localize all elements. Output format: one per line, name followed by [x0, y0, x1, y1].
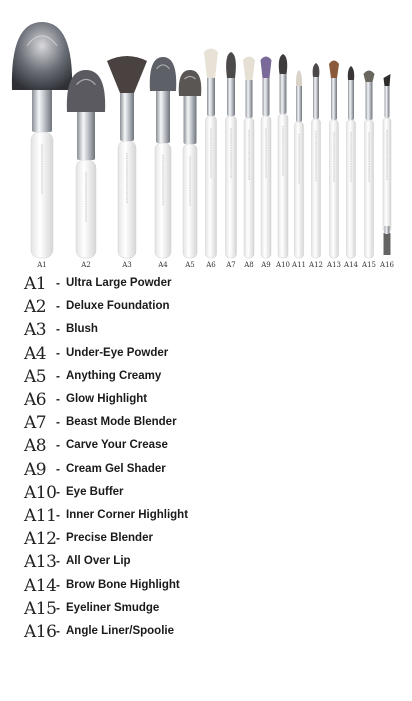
legend-code: A1 — [24, 274, 47, 294]
legend-separator: - — [56, 531, 60, 546]
brush-a4 — [150, 57, 176, 258]
brush-a16 — [383, 74, 391, 254]
brush-a2 — [67, 70, 105, 258]
legend-item — [0, 622, 412, 645]
legend-brush-name: Deluxe Foundation — [66, 300, 170, 313]
legend-brush-name: Ultra Large Powder — [66, 277, 172, 289]
legend-item — [0, 576, 412, 599]
legend-code: A3 — [24, 320, 47, 341]
legend-separator: - — [56, 345, 60, 360]
brush-a3 — [107, 56, 147, 258]
legend-separator: - — [56, 461, 60, 476]
legend-code: A11 — [24, 506, 57, 526]
legend-item — [0, 436, 412, 459]
legend-brush-name: Brow Bone Highlight — [66, 578, 180, 591]
legend-brush-name: All Over Lip — [66, 555, 131, 568]
brush-a11 — [295, 70, 304, 258]
legend-item — [0, 274, 412, 297]
brush-a6 — [204, 49, 218, 259]
legend-separator: - — [56, 438, 60, 453]
legend-separator: - — [56, 276, 60, 290]
legend-brush-name: Precise Blender — [66, 532, 153, 545]
legend-item — [0, 552, 412, 575]
brush-code-label: A5 — [185, 261, 195, 269]
legend-item — [0, 599, 412, 622]
legend-separator: - — [56, 392, 60, 406]
brush-a14 — [347, 66, 356, 258]
legend-item — [0, 483, 412, 506]
legend-code: A13 — [24, 552, 57, 573]
brush-code-label: A6 — [206, 261, 216, 269]
legend-separator: - — [56, 415, 60, 430]
legend-item — [0, 413, 412, 436]
brush-a12 — [312, 63, 321, 258]
brush-code-label: A2 — [81, 261, 91, 269]
legend-brush-name: Carve Your Crease — [66, 439, 168, 452]
brush-code-label: A13 — [327, 261, 341, 269]
legend-separator: - — [56, 322, 60, 337]
brush-code-label: A15 — [362, 261, 376, 269]
brush-code-label: A8 — [244, 261, 254, 269]
legend-item — [0, 367, 412, 390]
brush-code-label: A7 — [226, 261, 236, 269]
brush-code-label: A3 — [122, 261, 132, 269]
legend-code: A2 — [24, 297, 47, 318]
brush-code-label: A16 — [380, 261, 394, 269]
brush-code-label: A1 — [37, 261, 47, 269]
legend-code: A5 — [24, 366, 47, 387]
legend-brush-name: Anything Creamy — [66, 369, 162, 382]
legend-item — [0, 297, 412, 320]
legend-brush-name: Glow Highlight — [66, 393, 148, 405]
legend-separator: - — [56, 600, 60, 615]
legend-item — [0, 390, 412, 413]
legend-separator: - — [56, 624, 60, 638]
legend-brush-name: Under-Eye Powder — [66, 346, 169, 359]
legend-code: A4 — [24, 343, 47, 364]
legend-brush-name: Eye Buffer — [66, 485, 124, 498]
legend-item — [0, 344, 412, 367]
brush-set-photo — [0, 0, 412, 275]
legend-item — [0, 506, 412, 529]
brush-a7 — [226, 52, 237, 258]
legend-item — [0, 460, 412, 483]
legend-separator: - — [56, 554, 60, 569]
legend-separator: - — [56, 368, 60, 383]
brush-a1 — [12, 22, 72, 258]
brush-a9 — [261, 57, 272, 259]
brush-code-label: A4 — [158, 261, 168, 269]
brush-a5 — [179, 70, 202, 258]
legend-code: A12 — [24, 529, 57, 550]
brush-code-label: A14 — [344, 261, 358, 269]
legend-code: A15 — [24, 598, 57, 619]
brush-a8 — [243, 57, 255, 259]
legend-brush-name: Cream Gel Shader — [66, 462, 166, 475]
brush-code-label: A12 — [309, 261, 323, 269]
legend-brush-name: Eyeliner Smudge — [66, 601, 160, 614]
legend-code: A8 — [24, 436, 47, 457]
legend-brush-name: Angle Liner/Spoolie — [66, 625, 174, 637]
legend-code: A16 — [24, 622, 57, 642]
legend-separator: - — [56, 484, 60, 499]
legend-brush-name: Beast Mode Blender — [66, 416, 177, 429]
legend-brush-name: Inner Corner Highlight — [66, 509, 189, 521]
legend-code: A6 — [24, 390, 47, 410]
legend-code: A9 — [24, 459, 47, 480]
brush-a10 — [278, 54, 288, 258]
legend-code: A10 — [24, 482, 57, 503]
brush-code-label: A11 — [292, 261, 306, 269]
legend-separator: - — [56, 508, 60, 522]
legend-item — [0, 529, 412, 552]
legend-code: A14 — [24, 575, 57, 596]
legend-item — [0, 320, 412, 343]
brush-code-label: A9 — [261, 261, 271, 269]
legend-brush-name: Blush — [66, 323, 98, 336]
legend-code: A7 — [24, 413, 47, 434]
brush-a13 — [329, 61, 339, 259]
legend-separator: - — [56, 577, 60, 592]
brush-a15 — [364, 71, 375, 259]
brush-code-label: A10 — [276, 261, 290, 269]
legend-separator: - — [56, 299, 60, 314]
